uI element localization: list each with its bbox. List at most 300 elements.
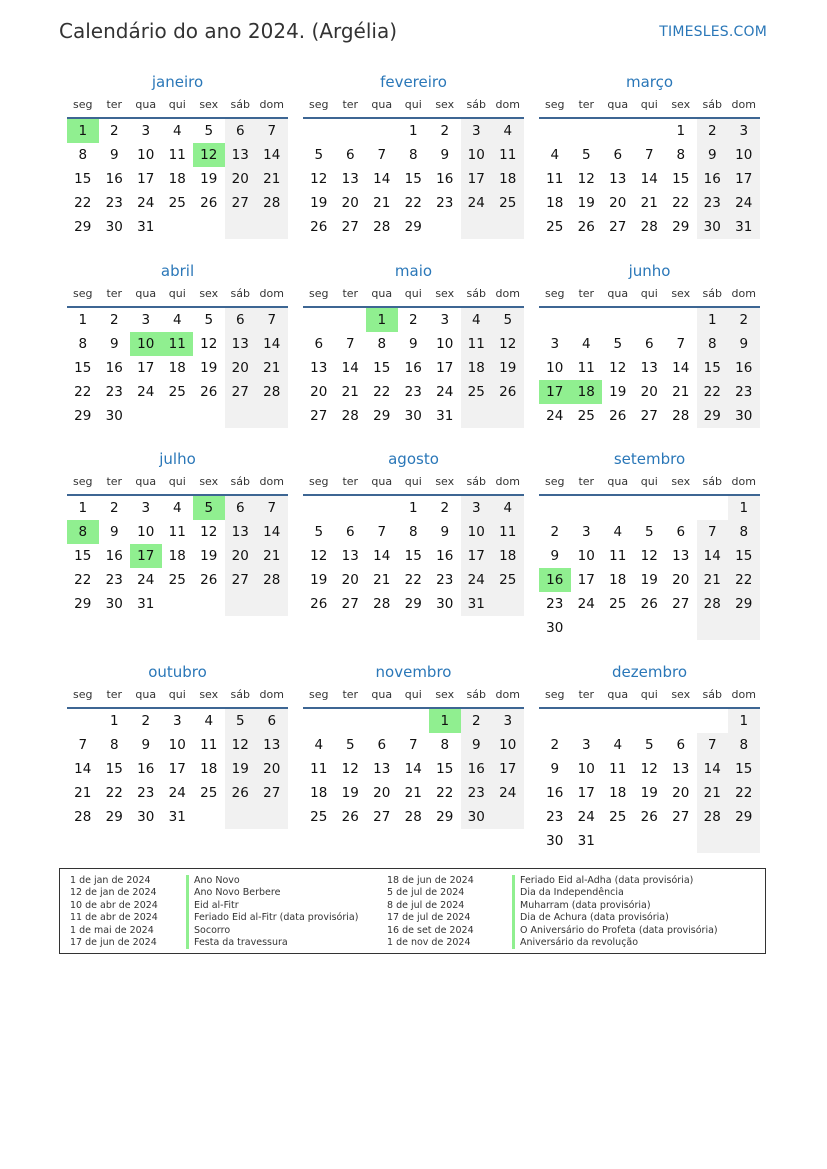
month-setembro <box>539 449 760 640</box>
day-cell: 29 <box>105 809 123 825</box>
day-cell: 5 <box>345 737 355 753</box>
day-cell: 29 <box>728 805 760 829</box>
day-cell: 26 <box>640 596 658 612</box>
day-cell: 13 <box>640 360 658 376</box>
empty-cell <box>634 709 666 733</box>
day-cell: 15 <box>105 761 123 777</box>
day-cell: 14 <box>697 544 729 568</box>
day-cell: 21 <box>373 572 391 588</box>
empty-cell <box>728 616 760 640</box>
weekday-label: seg <box>73 98 93 111</box>
day-cell: 24 <box>436 384 454 400</box>
day-cell: 16 <box>105 360 123 376</box>
day-cell: 3 <box>461 119 493 143</box>
day-cell: 17 <box>461 167 493 191</box>
weekday-label: seg <box>73 475 93 488</box>
weekday-label: qua <box>135 287 157 300</box>
day-cell: 10 <box>492 733 524 757</box>
day-cell: 10 <box>546 360 564 376</box>
weekday-label: sáb <box>466 98 486 111</box>
day-cell: 6 <box>314 336 324 352</box>
day-cell: 13 <box>341 548 359 564</box>
day-cell: 31 <box>137 596 155 612</box>
day-cell: 21 <box>256 544 288 568</box>
legend-dates-left <box>70 875 158 949</box>
day-cell: 27 <box>672 809 690 825</box>
weekday-label: ter <box>578 475 595 488</box>
empty-cell <box>697 616 729 640</box>
day-cell: 11 <box>461 332 493 356</box>
day-cell: 19 <box>640 572 658 588</box>
day-cell: 4 <box>492 119 524 143</box>
empty-cell <box>225 592 257 616</box>
weekday-label: dom <box>259 287 284 300</box>
weekday-label: seg <box>73 688 93 701</box>
day-cell: 28 <box>256 380 288 404</box>
weekday-label: dom <box>259 98 284 111</box>
weekday-label: seg <box>545 688 565 701</box>
day-cell: 2 <box>109 123 119 139</box>
day-cell: 20 <box>225 167 257 191</box>
empty-cell <box>335 496 367 520</box>
day-cell: 2 <box>408 312 418 328</box>
day-cell: 3 <box>728 119 760 143</box>
weekday-label: qui <box>168 475 186 488</box>
day-cell: 10 <box>168 737 186 753</box>
month-março <box>539 72 760 239</box>
day-cell: 28 <box>341 408 359 424</box>
day-cell: 11 <box>492 143 524 167</box>
day-cell: 24 <box>137 572 155 588</box>
day-cell: 31 <box>577 833 595 849</box>
day-cell: 31 <box>168 809 186 825</box>
legend-dates-right <box>387 875 474 949</box>
day-cell: 25 <box>200 785 218 801</box>
legend-date: 17 de jun de 2024 <box>70 937 157 949</box>
day-cell: 8 <box>109 737 119 753</box>
day-cell: 16 <box>137 761 155 777</box>
day-cell: 6 <box>676 524 686 540</box>
legend-names-left <box>186 875 358 949</box>
day-cell: 3 <box>141 312 151 328</box>
day-grid <box>67 709 288 829</box>
day-cell: 23 <box>105 572 123 588</box>
day-cell: 28 <box>697 805 729 829</box>
holiday-day-cell: 1 <box>67 119 99 143</box>
weekday-label: dom <box>731 287 756 300</box>
day-cell: 19 <box>577 195 595 211</box>
day-cell: 6 <box>256 709 288 733</box>
day-cell: 18 <box>168 360 186 376</box>
weekday-label: dom <box>495 688 520 701</box>
month-janeiro <box>67 72 288 239</box>
day-grid <box>67 119 288 239</box>
day-cell: 20 <box>609 195 627 211</box>
empty-cell <box>193 592 225 616</box>
day-cell: 5 <box>314 524 324 540</box>
day-cell: 28 <box>373 596 391 612</box>
weekday-label: seg <box>545 287 565 300</box>
empty-cell <box>225 805 257 829</box>
day-cell: 3 <box>440 312 450 328</box>
day-cell: 23 <box>436 195 454 211</box>
day-cell: 15 <box>436 761 454 777</box>
legend-holiday-name: Feriado Eid al-Fitr (data provisória) <box>186 912 358 924</box>
day-cell: 19 <box>310 195 328 211</box>
weekday-label: qui <box>168 98 186 111</box>
day-cell: 28 <box>256 191 288 215</box>
day-cell: 27 <box>672 596 690 612</box>
day-cell: 2 <box>697 119 729 143</box>
month-name: maio <box>394 262 433 280</box>
day-cell: 9 <box>550 761 560 777</box>
day-cell: 11 <box>577 360 595 376</box>
day-cell: 1 <box>728 709 760 733</box>
day-cell: 21 <box>697 781 729 805</box>
weekday-label: qui <box>404 475 422 488</box>
empty-cell <box>634 496 666 520</box>
day-cell: 12 <box>310 171 328 187</box>
day-cell: 31 <box>436 408 454 424</box>
empty-cell <box>193 404 225 428</box>
day-cell: 30 <box>728 404 760 428</box>
day-cell: 12 <box>492 332 524 356</box>
weekday-label: qua <box>607 688 629 701</box>
day-cell: 9 <box>109 147 119 163</box>
day-cell: 30 <box>546 833 564 849</box>
legend-date: 12 de jan de 2024 <box>70 887 157 899</box>
page-title: Calendário do ano 2024. (Argélia) <box>59 19 398 43</box>
holiday-day-cell: 16 <box>539 568 571 592</box>
legend-date: 18 de jun de 2024 <box>387 875 474 886</box>
legend-date: 11 de abr de 2024 <box>70 912 158 924</box>
day-cell: 16 <box>105 548 123 564</box>
day-cell: 10 <box>461 143 493 167</box>
empty-cell <box>429 215 461 239</box>
legend-holiday-name: Ano Novo <box>186 875 358 887</box>
day-cell: 21 <box>341 384 359 400</box>
weekday-label: qua <box>371 287 393 300</box>
day-cell: 26 <box>200 384 218 400</box>
holiday-day-cell: 12 <box>193 143 225 167</box>
day-cell: 24 <box>577 596 595 612</box>
empty-cell <box>492 805 524 829</box>
weekday-label: sex <box>199 98 219 111</box>
day-cell: 12 <box>609 360 627 376</box>
holiday-day-cell: 17 <box>130 544 162 568</box>
weekday-label: dom <box>731 98 756 111</box>
day-cell: 15 <box>74 548 92 564</box>
day-cell: 30 <box>697 215 729 239</box>
day-cell: 2 <box>109 312 119 328</box>
weekday-label: qui <box>168 688 186 701</box>
weekday-label: sáb <box>466 475 486 488</box>
day-cell: 23 <box>697 191 729 215</box>
month-name: dezembro <box>612 663 687 681</box>
day-cell: 14 <box>256 332 288 356</box>
weekday-header <box>539 470 760 496</box>
empty-cell <box>256 215 288 239</box>
weekday-label: ter <box>106 688 123 701</box>
day-cell: 26 <box>200 195 218 211</box>
legend-holiday-name: O Aniversário do Profeta (data provisória) <box>512 925 718 937</box>
day-cell: 26 <box>225 781 257 805</box>
day-cell: 26 <box>310 219 328 235</box>
weekday-label: qui <box>404 688 422 701</box>
day-cell: 7 <box>408 737 418 753</box>
day-cell: 29 <box>74 408 92 424</box>
day-cell: 10 <box>461 520 493 544</box>
empty-cell <box>162 215 194 239</box>
empty-cell <box>571 496 603 520</box>
weekday-label: ter <box>578 287 595 300</box>
weekday-label: ter <box>578 98 595 111</box>
day-cell: 9 <box>408 336 418 352</box>
day-cell: 11 <box>609 548 627 564</box>
legend-holiday-name: Muharram (data provisória) <box>512 900 718 912</box>
weekday-header <box>67 282 288 308</box>
day-cell: 18 <box>461 356 493 380</box>
weekday-label: qua <box>135 98 157 111</box>
empty-cell <box>67 709 99 733</box>
day-cell: 11 <box>609 761 627 777</box>
empty-cell <box>634 119 666 143</box>
day-cell: 12 <box>577 171 595 187</box>
weekday-label: qui <box>640 287 658 300</box>
day-cell: 23 <box>436 572 454 588</box>
day-cell: 14 <box>672 360 690 376</box>
day-cell: 25 <box>577 408 595 424</box>
day-cell: 20 <box>225 356 257 380</box>
day-cell: 2 <box>728 308 760 332</box>
day-cell: 30 <box>546 620 564 636</box>
day-cell: 3 <box>461 496 493 520</box>
weekday-label: sex <box>671 688 691 701</box>
day-cell: 25 <box>168 572 186 588</box>
empty-cell <box>335 709 367 733</box>
empty-cell <box>366 119 398 143</box>
day-cell: 19 <box>310 572 328 588</box>
weekday-label: ter <box>342 98 359 111</box>
day-cell: 6 <box>345 147 355 163</box>
weekday-label: qui <box>168 287 186 300</box>
day-cell: 25 <box>168 195 186 211</box>
weekday-header <box>67 470 288 496</box>
day-cell: 14 <box>373 171 391 187</box>
day-cell: 27 <box>341 596 359 612</box>
empty-cell <box>571 119 603 143</box>
day-cell: 23 <box>461 781 493 805</box>
empty-cell <box>728 829 760 853</box>
month-name: outubro <box>148 663 207 681</box>
empty-cell <box>539 709 571 733</box>
empty-cell <box>571 308 603 332</box>
day-cell: 17 <box>461 544 493 568</box>
weekday-label: qua <box>371 475 393 488</box>
day-cell: 30 <box>404 408 422 424</box>
day-cell: 18 <box>310 785 328 801</box>
empty-cell <box>697 709 729 733</box>
legend-holiday-name: Ano Novo Berbere <box>186 887 358 899</box>
empty-cell <box>602 709 634 733</box>
weekday-label: qua <box>607 287 629 300</box>
day-cell: 20 <box>341 195 359 211</box>
empty-cell <box>335 308 367 332</box>
day-cell: 18 <box>168 171 186 187</box>
day-cell: 10 <box>137 524 155 540</box>
weekday-label: dom <box>495 475 520 488</box>
month-maio <box>303 261 524 428</box>
day-cell: 30 <box>137 809 155 825</box>
day-cell: 14 <box>256 143 288 167</box>
day-cell: 5 <box>492 308 524 332</box>
legend-date: 17 de jul de 2024 <box>387 912 471 924</box>
weekday-label: dom <box>731 475 756 488</box>
day-cell: 24 <box>168 785 186 801</box>
weekday-label: qua <box>607 98 629 111</box>
day-cell: 2 <box>440 500 450 516</box>
day-cell: 28 <box>404 809 422 825</box>
day-cell: 7 <box>377 524 387 540</box>
legend-holiday-name: Socorro <box>186 925 358 937</box>
day-cell: 17 <box>436 360 454 376</box>
day-cell: 24 <box>461 568 493 592</box>
day-cell: 27 <box>373 809 391 825</box>
weekday-label: qui <box>640 98 658 111</box>
day-cell: 14 <box>373 548 391 564</box>
day-grid <box>539 496 760 640</box>
holiday-day-cell: 1 <box>366 308 398 332</box>
day-cell: 8 <box>728 733 760 757</box>
day-cell: 21 <box>74 785 92 801</box>
day-cell: 19 <box>640 785 658 801</box>
day-cell: 20 <box>341 572 359 588</box>
weekday-label: qui <box>640 688 658 701</box>
holiday-day-cell: 11 <box>162 332 194 356</box>
empty-cell <box>665 616 697 640</box>
empty-cell <box>634 308 666 332</box>
day-grid <box>303 308 524 428</box>
day-cell: 20 <box>373 785 391 801</box>
month-name: agosto <box>388 450 439 468</box>
empty-cell <box>461 215 493 239</box>
empty-cell <box>665 829 697 853</box>
weekday-label: qua <box>371 98 393 111</box>
day-cell: 27 <box>609 219 627 235</box>
day-cell: 18 <box>168 548 186 564</box>
day-cell: 6 <box>225 496 257 520</box>
day-cell: 23 <box>546 809 564 825</box>
day-cell: 13 <box>225 520 257 544</box>
day-cell: 26 <box>609 408 627 424</box>
day-grid <box>303 119 524 239</box>
empty-cell <box>602 616 634 640</box>
weekday-label: ter <box>106 287 123 300</box>
day-cell: 7 <box>256 308 288 332</box>
day-cell: 3 <box>581 737 591 753</box>
holiday-day-cell: 1 <box>429 709 461 733</box>
month-abril <box>67 261 288 428</box>
weekday-label: seg <box>309 287 329 300</box>
day-cell: 27 <box>310 408 328 424</box>
weekday-label: sex <box>435 475 455 488</box>
day-cell: 25 <box>310 809 328 825</box>
day-grid <box>303 709 524 829</box>
empty-cell <box>492 592 524 616</box>
day-cell: 20 <box>640 384 658 400</box>
day-cell: 15 <box>404 171 422 187</box>
day-cell: 24 <box>137 384 155 400</box>
day-cell: 15 <box>373 360 391 376</box>
month-name: fevereiro <box>380 73 447 91</box>
day-cell: 8 <box>697 332 729 356</box>
month-name: junho <box>628 262 671 280</box>
empty-cell <box>130 404 162 428</box>
day-cell: 8 <box>676 147 686 163</box>
weekday-label: seg <box>309 475 329 488</box>
empty-cell <box>665 496 697 520</box>
empty-cell <box>162 404 194 428</box>
day-cell: 11 <box>492 520 524 544</box>
day-cell: 22 <box>672 195 690 211</box>
month-novembro <box>303 662 524 829</box>
day-cell: 31 <box>728 215 760 239</box>
day-cell: 4 <box>492 496 524 520</box>
day-cell: 6 <box>613 147 623 163</box>
day-cell: 15 <box>672 171 690 187</box>
day-cell: 25 <box>609 596 627 612</box>
empty-cell <box>571 616 603 640</box>
day-cell: 22 <box>436 785 454 801</box>
day-cell: 5 <box>581 147 591 163</box>
day-cell: 3 <box>581 524 591 540</box>
day-cell: 2 <box>461 709 493 733</box>
day-cell: 10 <box>577 761 595 777</box>
day-cell: 29 <box>74 219 92 235</box>
empty-cell <box>366 709 398 733</box>
day-cell: 15 <box>74 360 92 376</box>
month-agosto <box>303 449 524 616</box>
day-cell: 28 <box>74 809 92 825</box>
day-cell: 17 <box>137 360 155 376</box>
day-cell: 22 <box>404 572 422 588</box>
weekday-label: qui <box>640 475 658 488</box>
day-cell: 1 <box>78 312 88 328</box>
day-cell: 21 <box>256 167 288 191</box>
day-cell: 5 <box>644 737 654 753</box>
day-cell: 14 <box>341 360 359 376</box>
day-cell: 26 <box>341 809 359 825</box>
day-cell: 12 <box>225 733 257 757</box>
legend-holiday-name: Dia da Independência <box>512 887 718 899</box>
day-cell: 24 <box>728 191 760 215</box>
day-cell: 9 <box>461 733 493 757</box>
day-cell: 9 <box>697 143 729 167</box>
day-cell: 20 <box>310 384 328 400</box>
weekday-label: seg <box>73 287 93 300</box>
weekday-header <box>539 282 760 308</box>
weekday-label: ter <box>342 475 359 488</box>
day-cell: 4 <box>581 336 591 352</box>
day-cell: 29 <box>74 596 92 612</box>
weekday-label: qua <box>135 688 157 701</box>
legend-names-right <box>512 875 718 949</box>
brand-link[interactable]: TIMESLES.COM <box>659 24 767 40</box>
day-cell: 27 <box>225 380 257 404</box>
day-cell: 17 <box>728 167 760 191</box>
day-cell: 30 <box>105 408 123 424</box>
day-cell: 13 <box>672 548 690 564</box>
